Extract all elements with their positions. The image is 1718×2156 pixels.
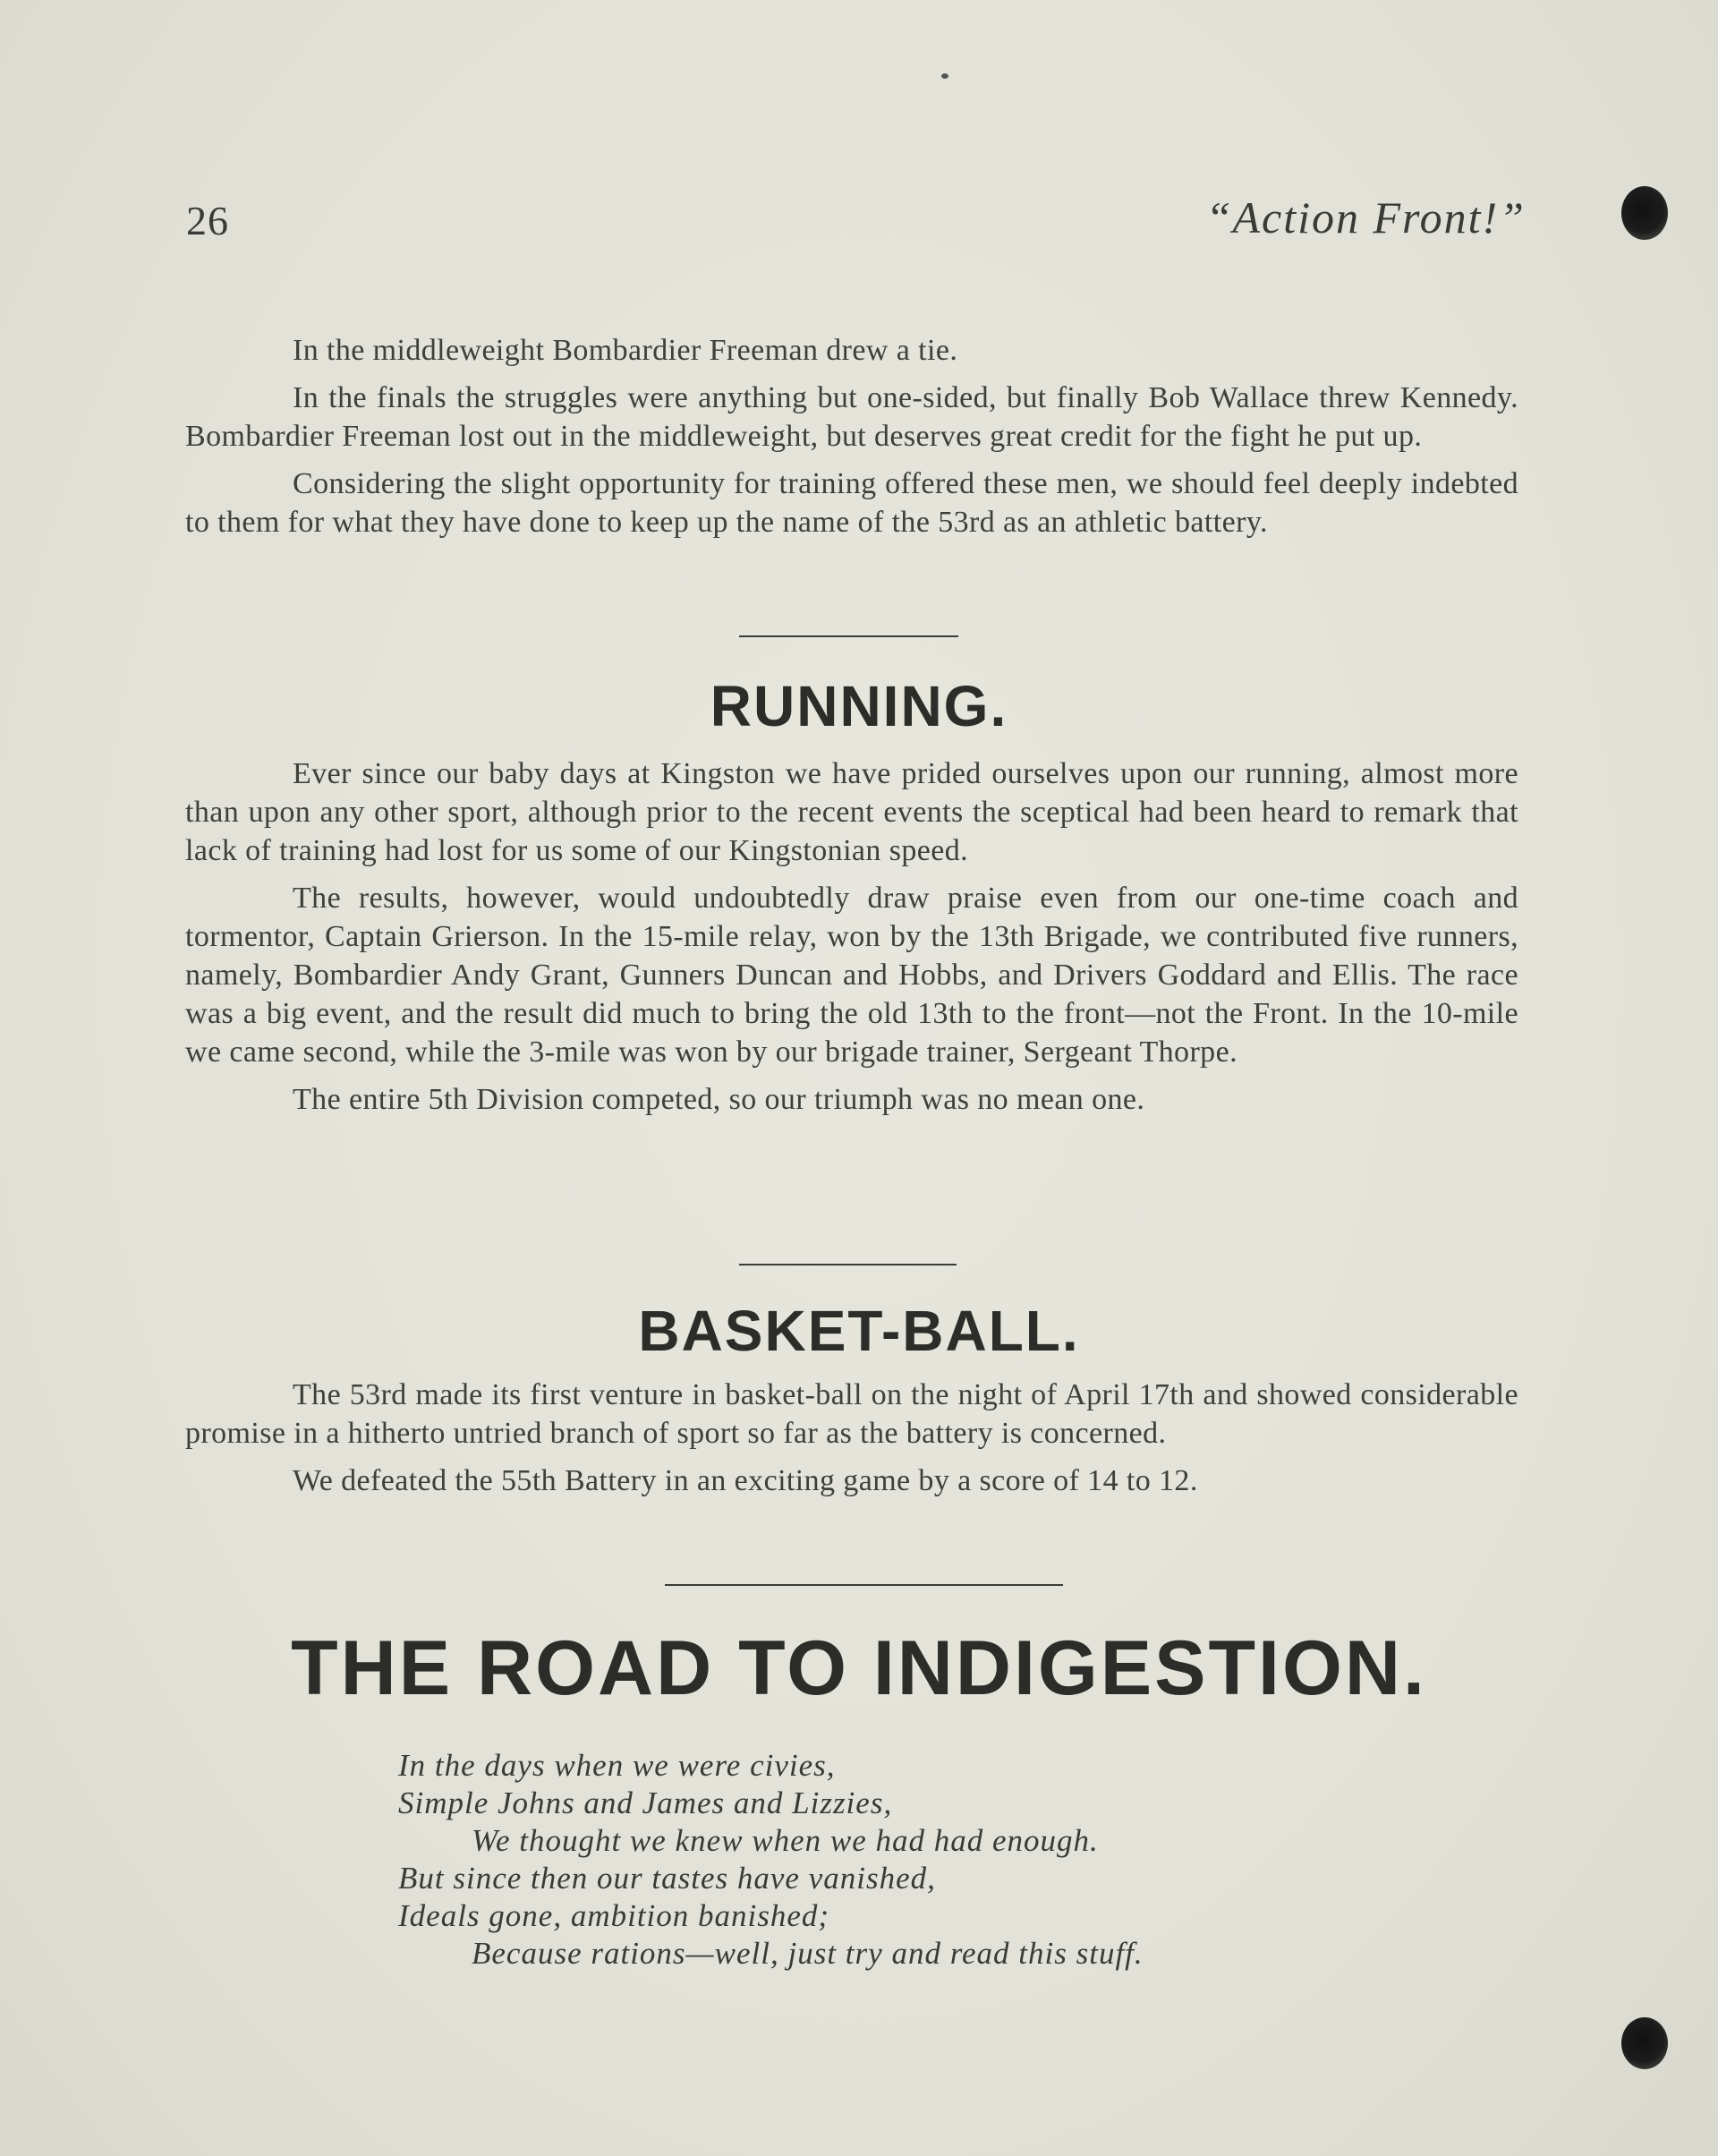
- intro-paragraph: Considering the slight opportunity for training offered these men, we should feel deeply indebted to them for what they have done to keep up the name of the 53rd as an athletic battery.: [185, 467, 1518, 539]
- binding-hole-top: [1621, 186, 1668, 240]
- basketball-paragraph: The 53rd made its first venture in basket-ball on the night of April 17th and showed considerable promise in a hitherto untried branch of sport so far as the battery is concerned.: [185, 1378, 1518, 1450]
- section-divider: [665, 1584, 1063, 1586]
- poem-line: Because rations—well, just try and read this stuff.: [472, 1936, 1144, 1971]
- running-section: [185, 754, 1518, 1128]
- poem-line: In the days when we were civies,: [398, 1748, 836, 1783]
- basketball-paragraph: We defeated the 55th Battery in an exciting game by a score of 14 to 12.: [293, 1464, 1198, 1497]
- section-divider: [739, 1264, 957, 1265]
- section-heading-running: RUNNING.: [710, 674, 1008, 738]
- page-number: 26: [186, 198, 229, 243]
- binding-hole-bottom: [1621, 2017, 1668, 2069]
- running-title: “Action Front!”: [1205, 192, 1526, 243]
- poem-line: But since then our tastes have vanished,: [398, 1861, 936, 1896]
- intro-paragraph: In the middleweight Bombardier Freeman drew a tie.: [293, 334, 958, 367]
- section-heading-basketball: BASKET-BALL.: [638, 1299, 1080, 1363]
- running-paragraph: The results, however, would undoubtedly draw praise even from our one-time coach and tormentor, Captain Grierson. In the 15-mile relay, won by the 13th Brigade, we contributed five runners, namely, Bombardier Andy Grant, Gunners Duncan and Hobbs, and Drivers Goddard and Ellis. The race was a big event, and the result did much to bring the old 13th to the front—not the Front. In the 10-mile we came second, while the 3-mile was won by our brigade trainer, Sergeant Thorpe.: [185, 882, 1518, 1069]
- page-header: [186, 179, 1526, 251]
- paper-speck: [941, 73, 948, 79]
- poem-line: We thought we knew when we had had enough.: [472, 1823, 1099, 1858]
- running-paragraph: Ever since our baby days at Kingston we have prided ourselves upon our running, almost more than upon any other sport, although prior to the recent events the sceptical had been heard to remark that lack of training had lost for us some of our Kingstonian speed.: [185, 757, 1518, 867]
- poem-line: Ideals gone, ambition banished;: [398, 1898, 830, 1933]
- intro-section: [185, 331, 1518, 550]
- running-paragraph: The entire 5th Division competed, so our triumph was no mean one.: [293, 1083, 1145, 1116]
- section-divider: [739, 635, 958, 637]
- basketball-section: [185, 1376, 1518, 1509]
- poem: [398, 1747, 1144, 1973]
- section-heading-road-to-indigestion: THE ROAD TO INDIGESTION.: [291, 1625, 1427, 1711]
- poem-line: Simple Johns and James and Lizzies,: [398, 1785, 893, 1820]
- intro-paragraph: In the finals the struggles were anything but one-sided, but finally Bob Wallace threw Kennedy. Bombardier Freeman lost out in the middleweight, but deserves great credit for the fight he put up.: [185, 381, 1518, 453]
